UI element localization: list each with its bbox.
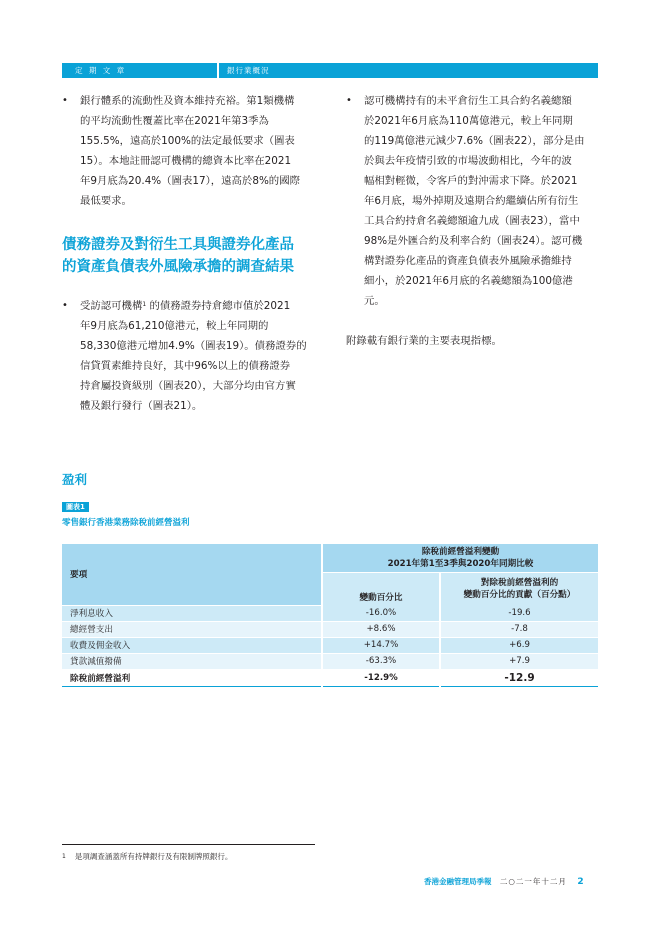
text-line: 銀行體系的流動性及資本維持充裕。第1類機構 <box>80 95 295 107</box>
publication-name: 香港金融管理局季報 <box>424 877 492 886</box>
cell-item: 收費及佣金收入 <box>62 637 322 653</box>
cell-pct: -12.9% <box>322 669 440 686</box>
liquidity-bullet <box>62 91 318 211</box>
cell-contrib: +7.9 <box>440 653 598 669</box>
text-line <box>80 296 318 316</box>
bullet-dot: • <box>62 300 68 311</box>
appendix-note: 附錄載有銀行業的主要表現指標。 <box>346 335 502 347</box>
cell-contrib: -7.8 <box>440 621 598 637</box>
publication-date: 二○二一年十二月 <box>499 877 567 886</box>
cell-item: 貸款減值撥備 <box>62 653 322 669</box>
cell-pct: +8.6% <box>322 621 440 637</box>
col-header-pct: 變動百分比 <box>322 573 440 606</box>
header-line: 變動百分比的貢獻（百分點） <box>463 590 576 600</box>
text-line: 元。 <box>364 295 385 307</box>
cell-contrib: -19.6 <box>440 605 598 621</box>
section-heading <box>62 234 332 278</box>
header-line: 除稅前經營溢利變動 <box>421 547 500 557</box>
bullet-dot: • <box>62 95 68 106</box>
header-line: 2021年第1至3季與2020年同期比較 <box>387 559 534 569</box>
derivatives-bullet <box>346 91 600 311</box>
page-number: 2 <box>577 877 584 887</box>
text-line: 幅相對輕微，令客戶的對沖需求下降。於2021 <box>364 175 578 187</box>
text-line: 的119萬億港元減少7.6%（圖表22），部分是由 <box>364 135 585 147</box>
table-row <box>62 653 598 669</box>
text-line: 15）。本地註冊認可機構的總資本比率在2021 <box>80 155 292 167</box>
header-line: 對除稅前經營溢利的 <box>480 578 559 588</box>
text-line: 年9月底為20.4%（圖表17），遠高於8%的國際 <box>80 175 300 187</box>
text-line: 構對證券化產品的資產負債表外風險承擔維持 <box>364 255 572 267</box>
header-section: 定 期 文 章 <box>75 66 127 75</box>
header-subsection: 銀行業概況 <box>227 66 270 75</box>
running-header <box>62 63 598 78</box>
table-total-row <box>62 669 598 686</box>
heading-line: 的資產負債表外風險承擔的調查結果 <box>62 259 294 275</box>
cell-pct: +14.7% <box>322 637 440 653</box>
text-line: 58,330億港元增加4.9%（圖表19）。債務證券的 <box>80 340 307 352</box>
col-header-contrib <box>440 573 598 606</box>
footnote-divider <box>62 844 315 845</box>
cell-pct: -63.3% <box>322 653 440 669</box>
footnote-text: 是項調查涵蓋所有持牌銀行及有限制牌照銀行。 <box>74 852 233 861</box>
cell-item: 總經營支出 <box>62 621 322 637</box>
text-line: 98%是外匯合約及利率合約（圖表24）。認可機 <box>364 235 583 247</box>
text-line: 年6月底，場外掉期及遠期合約繼續佔所有衍生 <box>364 195 579 207</box>
text-line: 155.5%，遠高於100%的法定最低要求（圖表 <box>80 135 295 147</box>
table-row <box>62 637 598 653</box>
text-fragment: 受訪認可機構 <box>80 300 143 312</box>
profit-heading: 盈利 <box>62 472 88 487</box>
text-line: 於與去年疫情引致的市場波動相比，今年的波 <box>364 155 572 167</box>
page-footer <box>424 876 584 887</box>
col-header-main <box>322 544 598 573</box>
table-row <box>62 605 598 621</box>
text-fragment: 的債務證券持倉總市值於2021 <box>149 300 291 312</box>
text-line: 體及銀行發行（圖表21）。 <box>80 400 203 412</box>
debt-securities-bullet <box>62 296 318 416</box>
cell-pct: -16.0% <box>322 605 440 621</box>
text-line: 持倉屬投資級別（圖表20），大部分均由官方實 <box>80 380 296 392</box>
text-line: 最低要求。 <box>80 195 132 207</box>
cell-item: 除稅前經營溢利 <box>62 669 322 686</box>
table-row <box>62 621 598 637</box>
text-line: 年9月底為61,210億港元，較上年同期的 <box>80 320 269 332</box>
profit-table <box>62 544 598 687</box>
footnote-ref: 1 <box>142 301 147 308</box>
text-line: 於2021年6月底為110萬億港元，較上年同期 <box>364 115 573 127</box>
header-divider <box>217 63 219 78</box>
text-line: 細小，於2021年6月底的名義總額為100億港 <box>364 275 573 287</box>
text-line: 信貸質素維持良好，其中96%以上的債務證券 <box>80 360 291 372</box>
chart-number-badge: 圖表1 <box>62 502 89 512</box>
chart-title: 零售銀行香港業務除稅前經營溢利 <box>62 518 190 528</box>
text-line: 的平均流動性覆蓋比率在2021年第3季為 <box>80 115 269 127</box>
footnote <box>62 851 232 862</box>
text-line: 工具合約持倉名義總額逾九成（圖表23），當中 <box>364 215 580 227</box>
col-header-item: 要項 <box>62 544 322 605</box>
footnote-mark: 1 <box>62 853 66 860</box>
cell-contrib: -12.9 <box>440 669 598 686</box>
bullet-dot: • <box>346 95 352 106</box>
cell-contrib: +6.9 <box>440 637 598 653</box>
text-line: 認可機構持有的未平倉衍生工具合約名義總額 <box>364 95 572 107</box>
heading-line: 債務證券及對衍生工具與證券化產品 <box>62 237 294 253</box>
cell-item: 淨利息收入 <box>62 605 322 621</box>
